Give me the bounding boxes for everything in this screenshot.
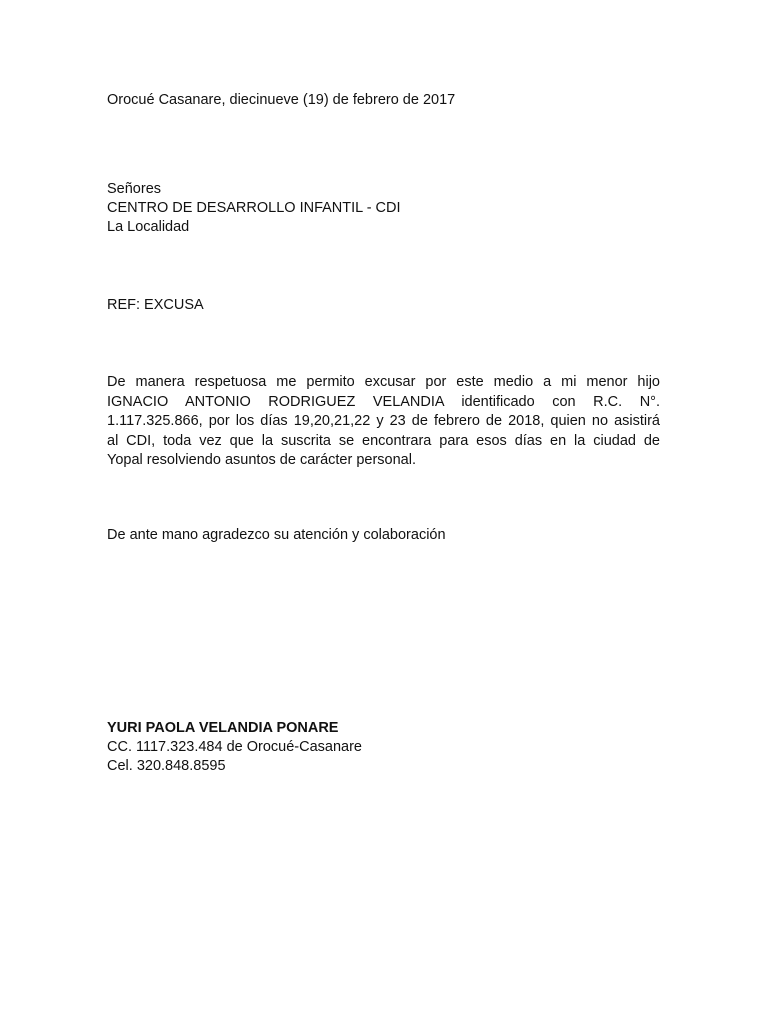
body-line: al CDI, toda vez que la suscrita se encontrara para esos días en la ciudad de	[107, 432, 660, 449]
reference-line: REF: EXCUSA	[107, 297, 204, 313]
body-line: Yopal resolviendo asuntos de carácter personal.	[107, 452, 416, 468]
body-line: 1.117.325.866, por los días 19,20,21,22 y 23 de febrero de 2018, quien no asistirá	[107, 413, 660, 429]
closing-line: De ante mano agradezco su atención y colaboración	[107, 527, 446, 543]
signature-phone: Cel. 320.848.8595	[107, 758, 226, 774]
body-paragraph	[107, 373, 660, 471]
signature-name: YURI PAOLA VELANDIA PONARE	[107, 720, 339, 736]
recipient-location: La Localidad	[107, 219, 190, 235]
body-line: De manera respetuosa me permito excusar por este medio a mi menor hijo	[107, 374, 660, 390]
recipient-salutation: Señores	[107, 181, 162, 197]
signature-id: CC. 1117.323.484 de Orocué-Casanare	[107, 739, 362, 755]
date-line: Orocué Casanare, diecinueve (19) de febrero de 2017	[107, 92, 456, 108]
recipient-organization: CENTRO DE DESARROLLO INFANTIL - CDI	[107, 200, 401, 216]
body-line: IGNACIO ANTONIO RODRIGUEZ VELANDIA identificado con R.C. N°.	[107, 393, 660, 410]
